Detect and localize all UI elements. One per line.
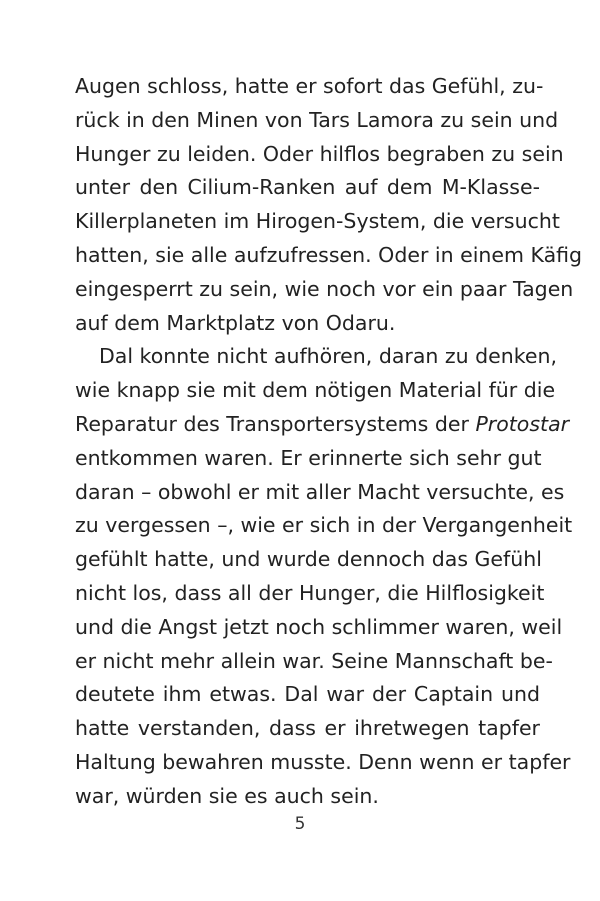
text-line: Augen schloss, hatte er sofort das Gefühl, zu- <box>75 74 544 98</box>
text-line: hatte verstanden, dass er ihretwegen tapfer <box>75 716 540 741</box>
text-line: und die Angst jetzt noch schlimmer waren, weil <box>75 614 563 639</box>
text-line: rück in den Minen von Tars Lamora zu sein und <box>75 107 559 132</box>
body-text <box>75 70 583 814</box>
page-number: 5 <box>294 814 306 834</box>
text-line: deutete ihm etwas. Dal war der Captain und <box>75 682 540 707</box>
text-line: nicht los, dass all der Hunger, die Hilflosigkeit <box>75 580 545 605</box>
text-line: wie knapp sie mit dem nötigen Material für die <box>75 378 556 403</box>
text-line: gefühlt hatte, und wurde dennoch das Gefühl <box>75 547 542 572</box>
text-line <box>75 408 570 442</box>
text-line: auf dem Marktplatz von Odaru. <box>75 310 396 335</box>
text-line: Hunger zu leiden. Oder hilflos begraben zu sein <box>75 141 564 166</box>
text-line: eingesperrt zu sein, wie noch vor ein paar Tagen <box>75 276 574 301</box>
text-line: zu vergessen –, wie er sich in der Vergangenheit <box>75 513 573 538</box>
text-line: unter den Cilium-Ranken auf dem M-Klasse- <box>75 175 540 200</box>
text-fragment: Reparatur des Transportersystems der <box>75 411 469 436</box>
text-line: er nicht mehr allein war. Seine Mannschaft be- <box>75 648 553 673</box>
text-line: war, würden sie es auch sein. <box>75 783 379 808</box>
text-line: Killerplaneten im Hirogen-System, die versucht <box>75 209 560 234</box>
paragraph-start-line: Dal konnte nicht aufhören, daran zu denken, <box>99 344 558 369</box>
text-line: daran – obwohl er mit aller Macht versuchte, es <box>75 479 565 504</box>
text-line: hatten, sie alle aufzufressen. Oder in einem Käfig <box>75 242 583 267</box>
text-line: entkommen waren. Er erinnerte sich sehr gut <box>75 445 542 470</box>
ship-name-italic: Protostar <box>475 411 570 436</box>
text-line: Haltung bewahren musste. Denn wenn er tapfer <box>75 749 571 774</box>
